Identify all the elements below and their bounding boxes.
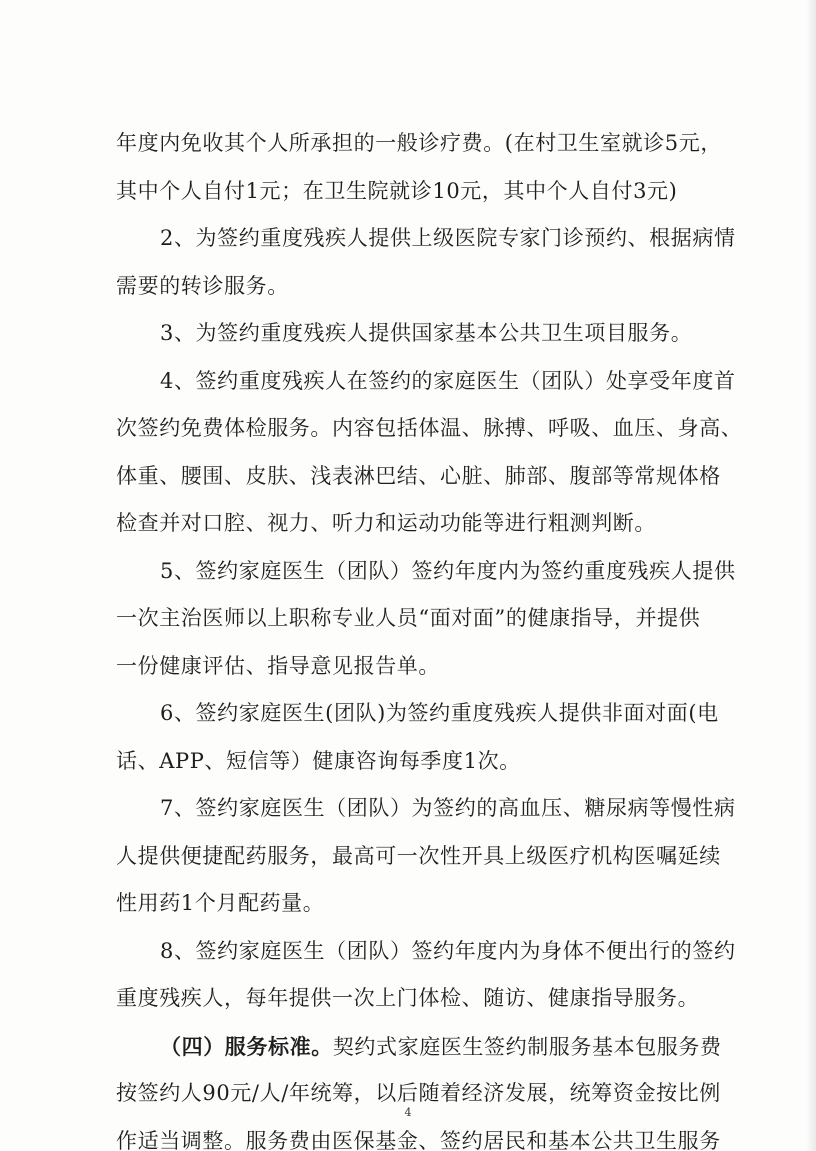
text-line-20: [116, 1023, 756, 1071]
page-number: 4: [404, 1106, 412, 1119]
text-line-9: 检查并对口腔、视力、听力和运动功能等进行粗测判断。: [116, 511, 656, 535]
text-line-4: 需要的转诊服务。: [116, 273, 289, 298]
text-line-22: 作适当调整。服务费由医保基金、签约居民和基本公共卫生服务: [116, 1128, 721, 1151]
text-line-16: 人提供便捷配药服务，最高可一次性开具上级医疗机构医嘱延续: [116, 843, 721, 868]
text-line-13: 6、签约家庭医生(团队)为签约重度残疾人提供非面对面(电: [160, 701, 719, 725]
text-line-10: 5、签约家庭医生（团队）签约年度内为签约重度残疾人提供: [160, 558, 736, 583]
text-line-15: 7、签约家庭医生（团队）为签约的高血压、糖尿病等慢性病: [160, 796, 736, 820]
text-line-8: 体重、腰围、皮肤、浅表淋巴结、心脏、肺部、腹部等常规体格: [116, 463, 721, 488]
text-line-1: 年度内免收其个人所承担的一般诊疗费。(在村卫生室就诊5元，: [116, 131, 722, 155]
text-line-5: 3、为签约重度残疾人提供国家基本公共卫生项目服务。: [160, 321, 693, 345]
text-line-11: 一次主治医师以上职称专业人员“面对面”的健康指导，并提供: [116, 606, 701, 630]
text-line-19: 重度残疾人，每年提供一次上门体检、随访、健康指导服务。: [116, 986, 700, 1010]
section-text: 契约式家庭医生签约制服务基本包服务费: [332, 1034, 722, 1059]
text-line-7: 次签约免费体检服务。内容包括体温、脉搏、呼吸、血压、身高、: [116, 416, 743, 440]
text-line-2: 其中个人自付1元；在卫生院就诊10元，其中个人自付3元): [116, 178, 678, 203]
text-line-14: 话、APP、短信等）健康咨询每季度1次。: [116, 748, 521, 773]
text-line-6: 4、签约重度残疾人在签约的家庭医生（团队）处享受年度首: [160, 368, 736, 393]
document-body: [116, 120, 756, 1151]
section-heading: （四）服务标准。: [160, 1033, 333, 1059]
text-line-18: 8、签约家庭医生（团队）签约年度内为身体不便出行的签约: [160, 938, 736, 963]
text-line-3: 2、为签约重度残疾人提供上级医院专家门诊预约、根据病情: [160, 226, 736, 250]
text-line-12: 一份健康评估、指导意见报告单。: [116, 653, 440, 678]
text-line-17: 性用药1个月配药量。: [116, 891, 325, 915]
text-line-21: 按签约人90元/人/年统筹，以后随着经济发展，统筹资金按比例: [116, 1081, 721, 1105]
